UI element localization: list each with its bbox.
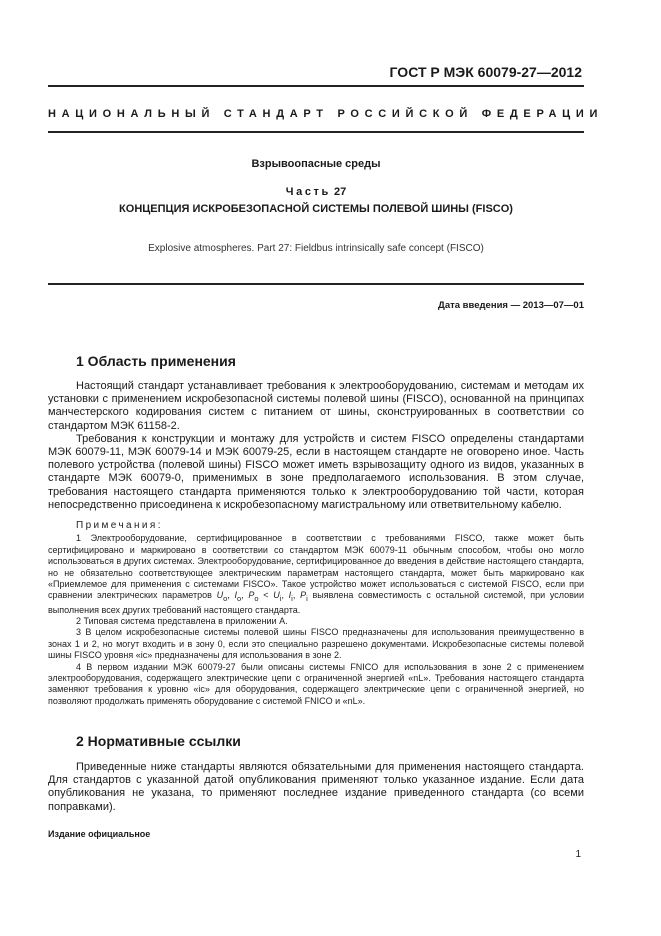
section-2-heading: 2 Нормативные ссылки [76,733,241,749]
header-rule [48,85,584,87]
standard-code: ГОСТ Р МЭК 60079-27—2012 [389,64,582,80]
part-number: 27 [333,186,347,198]
section-1-body [48,380,584,512]
document-title: КОНЦЕПЦИЯ ИСКРОБЕЗОПАСНОЙ СИСТЕМЫ ПОЛЕВОЙ ШИНЫ (FISCO) [119,203,513,215]
paragraph: Требования к конструкции и монтажу для устройств и систем FISCO определены стандартами МЭК 60079-11, МЭК 60079-14 и МЭК 60079-25, если в настоящем стандарте не оговорено иное. Часть полевого устройства (полевой шины) FISCO может иметь взрывозащиту одного из видов, указанных в стандарте МЭК 60079-0, применимых в зоне предполагаемого использования. В этом случае, требования настоящего стандарта применяются только к электрооборудованию той части, которая непосредственно присоединена к искробезопасному магистральному или ответвительному кабелю. [48,432,585,511]
notes-title: Примечания: [76,520,163,531]
section-2-body [48,761,584,814]
note-1: 1 Электрооборудование, сертифицированное в соответствии с требованиями FISCO, также может быть сертифицировано и маркировано в соответствии со стандартом МЭК 60079-11 обычным способом, чтобы оно могло использоваться в других системах. Электрооборудование, сертифицированное до введения в действие настоящего стандарта, но не обязательно соответствующее электрическим параметрам настоящего стандарта, может быть маркировано как «Приемлемое для применения с системами FISCO». Такое устройство может использоваться с системой FISCO, если при сравнении электрических параметров $U_o$, $I_o$, $P_o < U_i$, $I_i$, $P_i$ выявлена совместимость с остальной системой, при условии выполнения всех других требований настоящего стандарта. [48,533,584,615]
paragraph: Настоящий стандарт устанавливает требования к электрооборудованию, системам и методам их установки с применением искробезопасной системы полевой шины (FISCO), основанной на принципах манчестерского кодирования систем с питанием от шины, сконструированных в соответствии со стандартом МЭК 61158-2. [48,380,584,432]
paragraph: Приведенные ниже стандарты являются обязательными для применения настоящего стандарта. Для стандартов с указанной датой опубликования применяют только указанное издание. Если дата опубликования не указана, то применяют последнее издание приведенного стандарта (со всеми поправками). [48,761,584,813]
note-3: 3 В целом искробезопасные системы полевой шины FISCO предназначены для использования преимущественно в зонах 1 и 2, но могут входить и в зону 0, если это специально разрешено документами. Искробезопасные системы полевой шины FISCO уровня «ic» предназначены для использования в зоне 2. [48,627,584,661]
official-edition-label: Издание официальное [48,829,151,839]
page-number: 1 [575,849,581,860]
section-1-heading: 1 Область применения [76,353,236,369]
national-standard-banner: НАЦИОНАЛЬНЫЙ СТАНДАРТ РОССИЙСКОЙ ФЕДЕРАЦИИ [48,108,604,120]
english-title: Explosive atmospheres. Part 27: Fieldbus intrinsically safe concept (FISCO) [148,243,484,254]
note-2: 2 Типовая система представлена в приложении А. [76,616,288,627]
effective-date: Дата введения — 2013—07—01 [438,300,584,311]
notes-block [48,520,584,707]
title-rule [48,283,584,285]
document-subtitle: Взрывоопасные среды [251,158,381,170]
banner-rule [48,131,584,133]
note-4: 4 В первом издании МЭК 60079-27 были описаны системы FNICO для использования в зоне 2 с применением электрооборудования, содержащего электрические цепи с ограниченной энергией «nL». Требования настоящего стандарта заменяют требования к уровню «ic» для оборудования, содержащего электрические цепи с ограниченной энергией, но позволяют продолжать применять оборудование с системой FNICO и «nL». [48,661,584,706]
part-label [48,186,584,198]
part-word: Часть [285,186,331,198]
